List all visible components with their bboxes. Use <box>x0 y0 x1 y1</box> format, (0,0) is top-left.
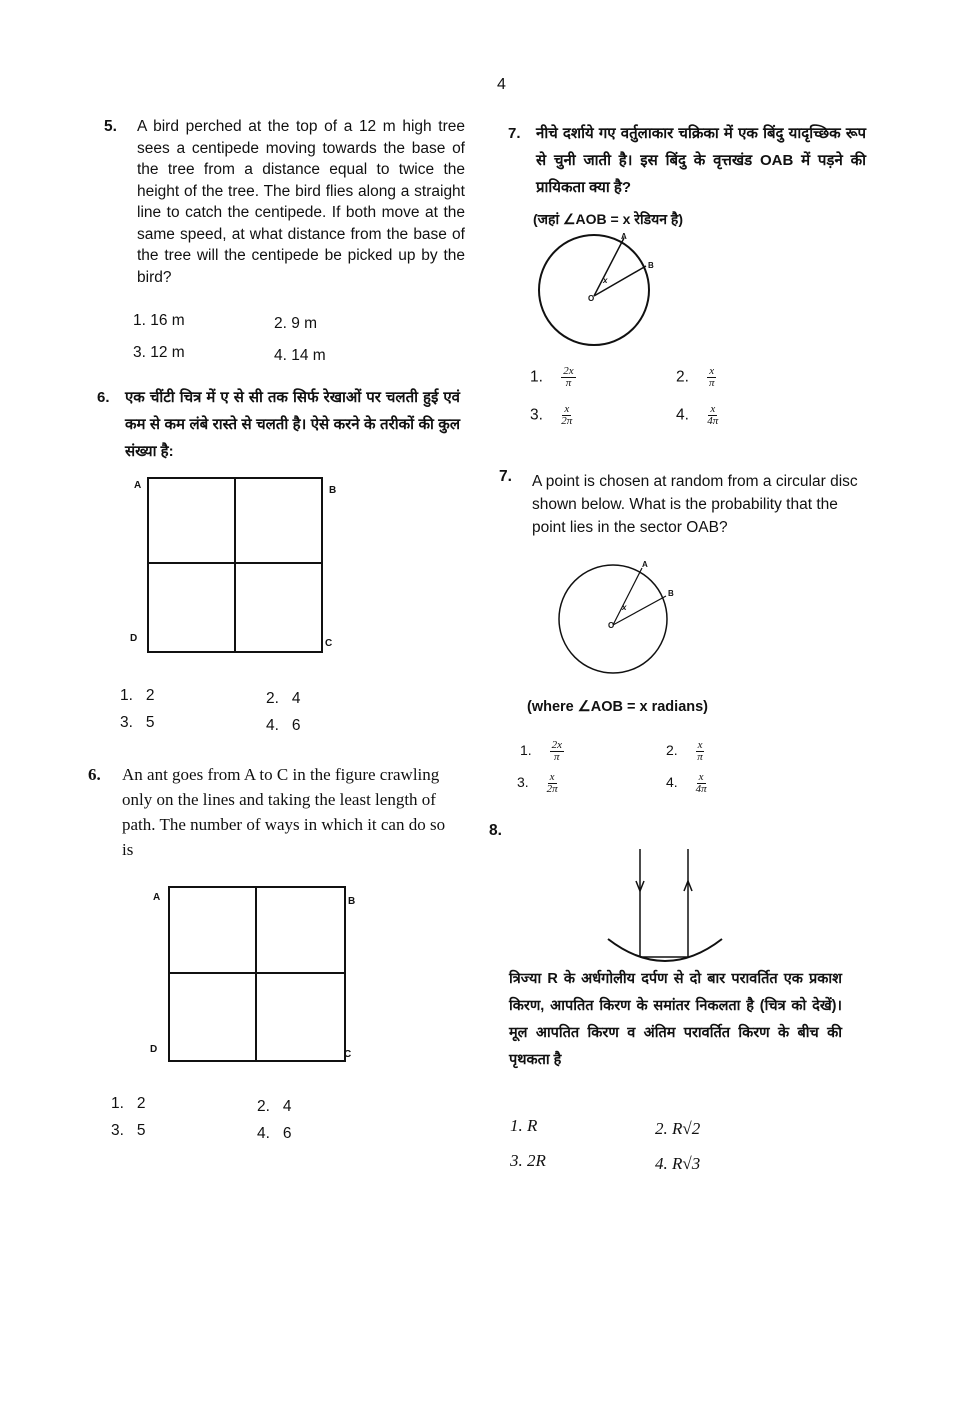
label-b: B <box>329 485 337 496</box>
q5-option-3: 3. 12 m <box>133 344 185 361</box>
page-number: 4 <box>497 76 506 93</box>
q7-en-option-4: 4. $\frac{x}{4\pi}$ <box>666 771 707 795</box>
q8-number: 8. <box>489 822 502 839</box>
q6-en-option-1: 1. 2 <box>111 1095 146 1112</box>
q8-option-1: 1. R <box>510 1116 538 1135</box>
q6-en-option-4: 4. 6 <box>257 1125 292 1142</box>
grid-figure-en <box>167 885 347 1063</box>
q8-option-4: 4. R√3 <box>655 1154 701 1173</box>
q6-en-option-2: 2. 4 <box>257 1098 292 1115</box>
label-c: C <box>325 638 333 649</box>
q5-option-2: 2. 9 m <box>274 315 318 332</box>
q7-en-number: 7. <box>499 468 512 485</box>
label-a: A <box>642 560 648 569</box>
label-o: O <box>608 621 615 630</box>
label-b: B <box>668 589 674 598</box>
q6-hi-option-3: 3. 5 <box>120 714 155 731</box>
label-a: A <box>621 232 627 241</box>
label-d: D <box>150 1044 158 1055</box>
circle-figure-hi <box>536 232 656 348</box>
label-x: x <box>603 276 608 285</box>
q7-en-note: (where ∠AOB = x radians) <box>527 699 709 715</box>
q6-en-option-3: 3. 5 <box>111 1122 146 1139</box>
label-x: x <box>622 603 627 612</box>
q7-hi-option-1: 1. $\frac{2x}{\pi}$ <box>530 365 574 389</box>
q7-hi-option-2: 2. $\frac{x}{\pi}$ <box>676 365 715 389</box>
hemispherical-mirror-figure <box>600 845 730 965</box>
label-d: D <box>130 633 138 644</box>
label-b: B <box>348 896 356 907</box>
q6-hi-number: 6. <box>97 389 110 406</box>
q6-en-text: An ant goes from A to C in the figure crawling only on the lines and taking the least length of path. The number of ways in which it can do so is <box>122 765 446 859</box>
q6-hi-option-2: 2. 4 <box>266 690 301 707</box>
q7-en-option-3: 3. $\frac{x}{2\pi}$ <box>517 771 558 795</box>
q5-number: 5. <box>104 118 117 135</box>
q6-hi-text: एक चींटी चित्र में ए से सी तक सिर्फ रेखाओं पर चलती हुई एवं कम से कम लंबे रास्ते से चलती है। ऐसे करने के तरीकों की कुल संख्या है: <box>125 389 460 460</box>
grid-figure-hi <box>146 476 324 654</box>
q6-hi-option-4: 4. 6 <box>266 717 301 734</box>
q5-text: A bird perched at the top of a 12 m high tree sees a centipede moving towards the base of the tree from a distance equal to twice the height of the tree. The bird flies along a straight line to catch the centipede. If both move at the same speed, at what distance from the base of the tree will the centipede be picked up by the bird? <box>137 118 465 286</box>
q5-option-1: 1. 16 m <box>133 312 185 329</box>
q8-option-2: 2. R√2 <box>655 1119 701 1138</box>
q5-option-4: 4. 14 m <box>274 347 326 364</box>
q7-en-option-2: 2. $\frac{x}{\pi}$ <box>666 739 703 763</box>
q7-hi-number: 7. <box>508 125 521 142</box>
q7-en-option-1: 1. $\frac{2x}{\pi}$ <box>520 739 562 763</box>
q8-option-3: 3. 2R <box>510 1151 546 1170</box>
label-a: A <box>153 892 161 903</box>
circle-figure-en <box>556 562 672 676</box>
q6-hi-option-1: 1. 2 <box>120 687 155 704</box>
q8-text: त्रिज्या R के अर्धगोलीय दर्पण से दो बार परावर्तित एक प्रकाश किरण, आपतित किरण के समांतर निकलता है (चित्र को देखें)। मूल आपतित किरण व अंतिम परावर्तित किरण के बीच की पृथकता है <box>509 971 842 1068</box>
q7-hi-option-3: 3. $\frac{x}{2\pi}$ <box>530 403 573 427</box>
label-a: A <box>134 480 142 491</box>
q7-hi-note: (जहां ∠AOB = x रेडियन है) <box>533 211 684 227</box>
q7-hi-text: नीचे दर्शाये गए वर्तुलाकार चक्रिका में एक बिंदु यादृच्छिक रूप से चुनी जाती है। इस बिंदु के वृत्तखंड OAB में पड़ने की प्रायिकता क्या है? <box>536 125 866 196</box>
q7-hi-option-4: 4. $\frac{x}{4\pi}$ <box>676 403 719 427</box>
label-c: C <box>344 1049 352 1060</box>
q7-en-text: A point is chosen at random from a circular disc shown below. What is the probability that the point lies in the sector OAB? <box>532 473 858 536</box>
label-b: B <box>648 261 654 270</box>
label-o: O <box>588 294 595 303</box>
q6-en-number: 6. <box>88 765 101 784</box>
